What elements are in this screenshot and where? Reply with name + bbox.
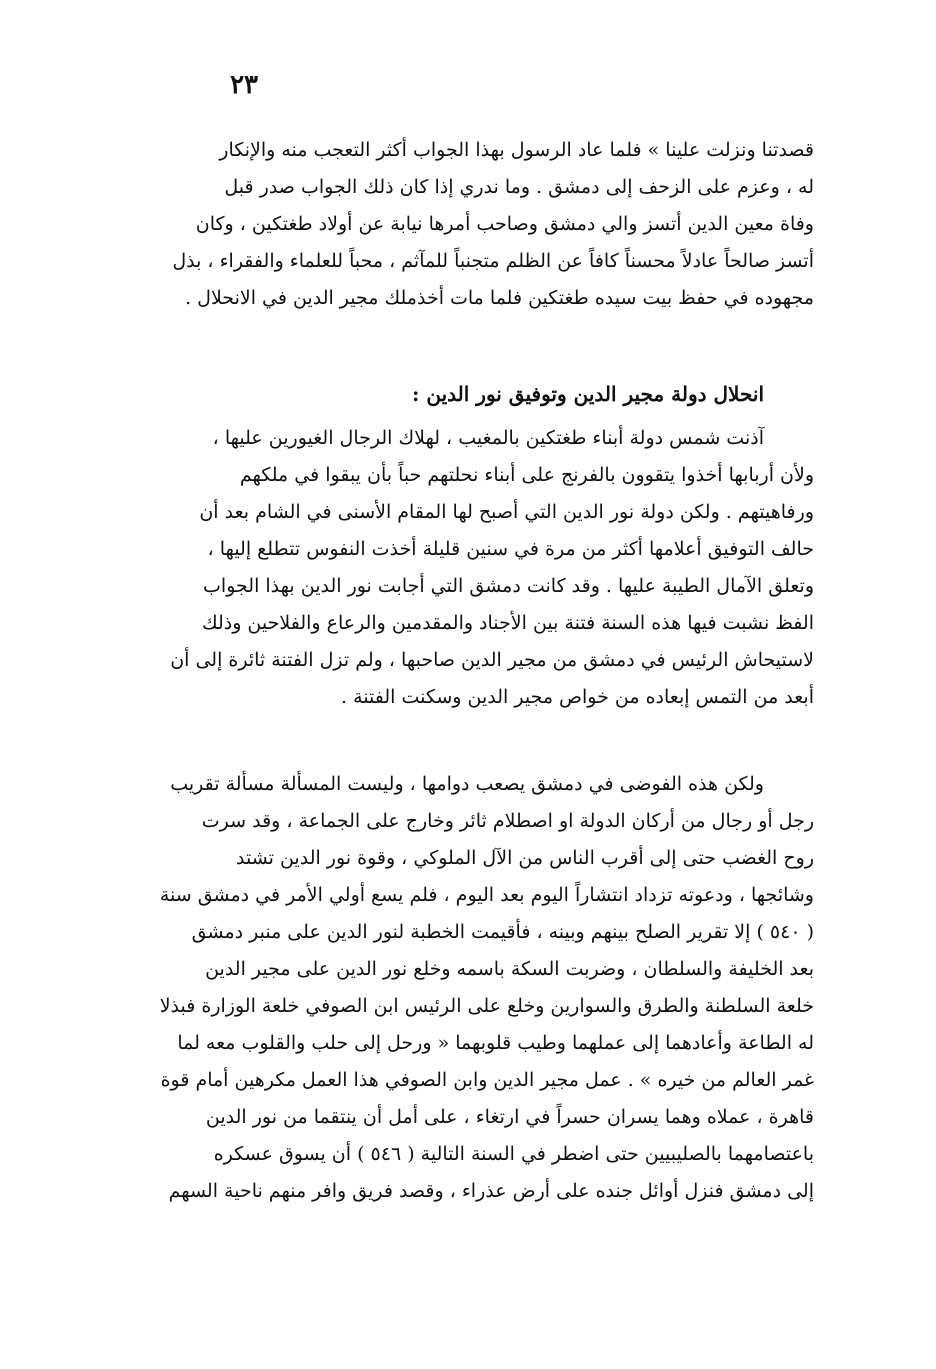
text-line: لاستيحاش الرئيس في دمشق من مجير الدين صاحبها ، ولم تزل الفتنة ثائرة إلى أن bbox=[170, 649, 814, 671]
text-line: ورفاهيتهم . ولكن دولة نور الدين التي أصبح لها المقام الأسنى في الشام بعد أن bbox=[199, 501, 814, 523]
text-line: ولكن هذه الفوضى في دمشق يصعب دوامها ، وليست المسألة مسألة تقريب bbox=[170, 773, 764, 795]
page-number: ٢٣ bbox=[230, 70, 258, 100]
text-line: ولأن أربابها أخذوا يتقوون بالفرنج على أبناء نحلتهم حباً بأن يبقوا في ملكهم bbox=[239, 464, 814, 486]
text-line: وتعلق الآمال الطيبة عليها . وقد كانت دمشق التي أجابت نور الدين بهذا الجواب bbox=[203, 575, 814, 597]
text-line: قاهرة ، عملاه وهما يسران حسراً في ارتغاء ، على أمل أن ينتقما من نور الدين bbox=[205, 1106, 814, 1128]
text-line: بعد الخليفة والسلطان ، وضربت السكة باسمه وخلع نور الدين على مجير الدين bbox=[205, 958, 814, 980]
text-line: رجل أو رجال من أركان الدولة او اصطلام ثائر وخارج على الجماعة ، وقد سرت bbox=[201, 810, 814, 832]
section-heading: انحلال دولة مجير الدين وتوفيق نور الدين : bbox=[412, 382, 764, 406]
paragraph-3 bbox=[128, 766, 814, 1210]
text-line: غمر العالم من خيره » . عمل مجير الدين وابن الصوفي هذا العمل مكرهين أمام قوة bbox=[160, 1069, 814, 1091]
text-line: حالف التوفيق أعلامها أكثر من مرة في سنين قليلة أخذت النفوس تتطلع إليها ، bbox=[207, 538, 814, 560]
text-line: إلى دمشق فنزل أوائل جنده على أرض عذراء ، وقصد فريق وافر منهم ناحية السهم bbox=[168, 1180, 814, 1202]
text-line: وفاة معين الدين أتسز والي دمشق وصاحب أمرها نيابة عن أولاد طغتكين ، وكان bbox=[195, 213, 814, 235]
text-line: خلعة السلطنة والطرق والسوارين وخلع على الرئيس ابن الصوفي خلعة الوزارة فبذلا bbox=[159, 995, 814, 1017]
text-line: روح الغضب حتى إلى أقرب الناس من الآل الملوكي ، وقوة نور الدين تشتد bbox=[235, 847, 814, 869]
text-line: آذنت شمس دولة أبناء طغتكين بالمغيب ، لهلاك الرجال الغيورين عليها ، bbox=[212, 427, 764, 449]
text-line: وشائجها ، ودعوته تزداد انتشاراً اليوم بعد اليوم ، فلم يسع أولي الأمر في دمشق سنة bbox=[159, 884, 814, 906]
paragraph-2 bbox=[128, 420, 814, 716]
text-line: الفظ نشبت فيها هذه السنة فتنة بين الأجناد والمقدمين والرعاع والفلاحين وذلك bbox=[201, 612, 814, 634]
text-line: قصدتنا ونزلت علينا » فلما عاد الرسول بهذا الجواب أكثر التعجب منه والإنكار bbox=[219, 139, 814, 161]
text-line: ( ٥٤٠ ) إلا تقرير الصلح بينهم وبينه ، فأقيمت الخطبة لنور الدين على منبر دمشق bbox=[191, 921, 814, 943]
text-line: باعتصامهما بالصليبيين حتى اضطر في السنة التالية ( ٥٤٦ ) أن يسوق عسكره bbox=[213, 1143, 814, 1165]
text-line: له الطاعة وأعادهما إلى عملهما وطيب قلوبهما « ورحل إلى حلب والقلوب معه لما bbox=[177, 1032, 814, 1054]
paragraph-1 bbox=[128, 132, 814, 317]
text-line: أتسز صالحاً عادلاً محسناً كافاً عن الظلم متجنباً للمآثم ، محباً للعلماء والفقراء ، بذل bbox=[172, 250, 814, 272]
text-line: مجهوده في حفظ بيت سيده طغتكين فلما مات أخذملك مجير الدين في الانحلال . bbox=[185, 287, 814, 309]
text-line: له ، وعزم على الزحف إلى دمشق . وما ندري إذا كان ذلك الجواب صدر قبل bbox=[224, 176, 814, 198]
text-line: أبعد من التمس إبعاده من خواص مجير الدين وسكنت الفتنة . bbox=[341, 686, 814, 708]
